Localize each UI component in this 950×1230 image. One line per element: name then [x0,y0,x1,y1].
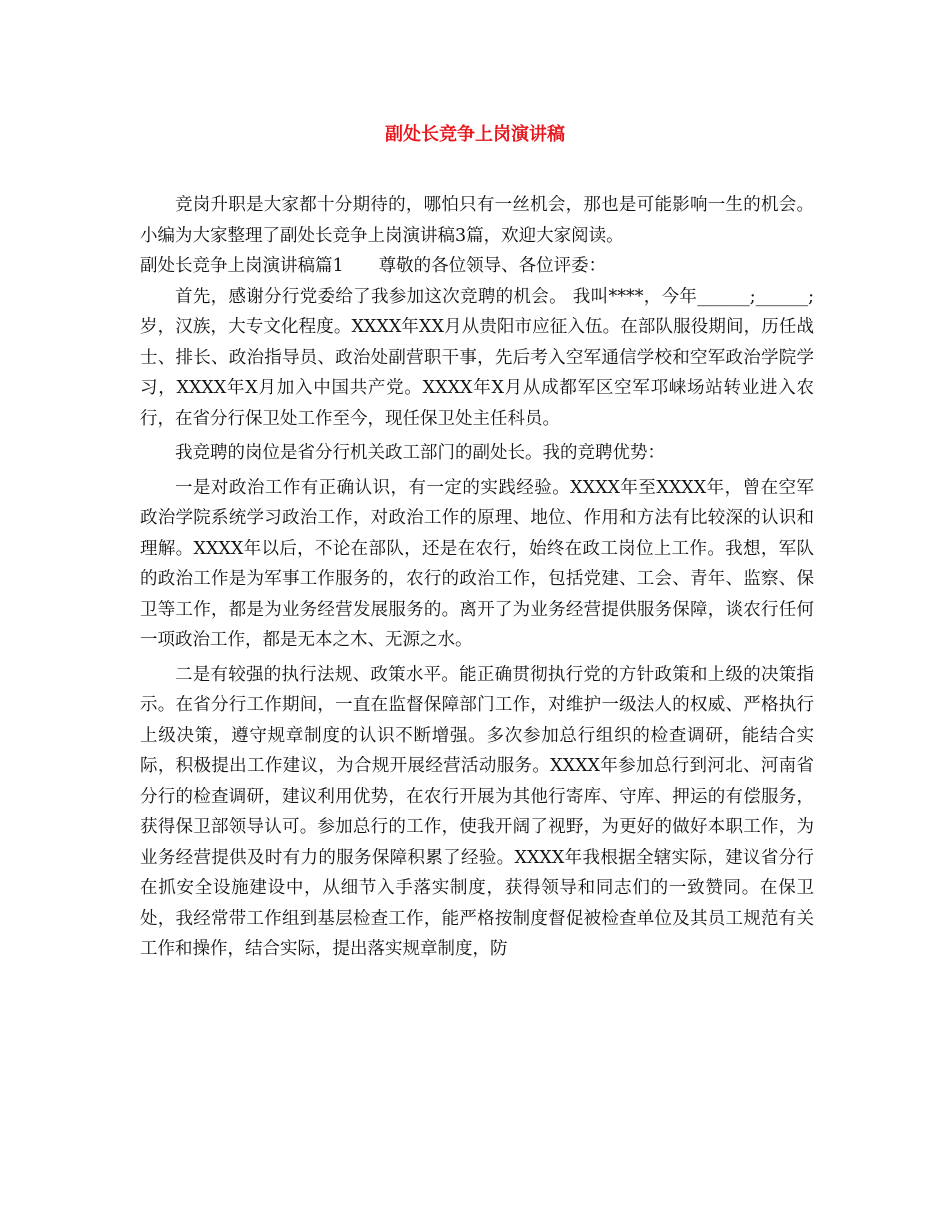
paragraph-advantage-two: 二是有较强的执行法规、政策水平。能正确贯彻执行党的方针政策和上级的决策指示。在省分行工作期间，一直在监督保障部门工作，对维护一级法人的权威、严格执行上级决策，遵守规章制度的认识不断增强。多次参加总行组织的检查调研，能结合实际，积极提出工作建议，为合规开展经营活动服务。XXXX年参加总行到河北、河南省分行的检查调研，建议利用优势，在农行开展为其他行寄库、守库、押运的有偿服务，获得保卫部领导认可。参加总行的工作，使我开阔了视野，为更好的做好本职工作，为业务经营提供及时有力的服务保障积累了经验。XXXX年我根据全辖实际，建议省分行在抓安全设施建设中，从细节入手落实制度，获得领导和同志们的一致赞同。在保卫处，我经常带工作组到基层检查工作，能严格按制度督促被检查单位及其员工规范有关工作和操作，结合实际，提出落实规章制度，防 [140,664,814,959]
paragraph-intro: 竞岗升职是大家都十分期待的，哪怕只有一丝机会，那也是可能影响一生的机会。小编为大家整理了副处长竞争上岗演讲稿3篇，欢迎大家阅读。 [140,195,814,246]
paragraph-section-heading: 副处长竞争上岗演讲稿篇1 尊敬的各位领导、各位评委： [140,256,607,276]
document-title: 副处长竞争上岗演讲稿 [385,124,565,145]
paragraph-self-introduction: 首先，感谢分行党委给了我参加这次竞聘的机会。 我叫****，今年______;______;岁，汉族，大专文化程度。XXXX年XX月从贵阳市应征入伍。在部队服役期间，历任战士、排长、政治指导员、政治处副营职干事，先后考入空军通信学校和空军政治学院学习，XXXX年X月加入中国共产党。XXXX年X月从成都军区空军邛崃场站转业进入农行，在省分行保卫处工作至今，现任保卫处主任科员。 [140,286,814,429]
document-body [140,190,814,965]
paragraph-position: 我竞聘的岗位是省分行机关政工部门的副处长。我的竞聘优势： [175,443,665,463]
paragraph-advantage-one: 一是对政治工作有正确认识，有一定的实践经验。XXXX年至XXXX年，曾在空军政治学院系统学习政治工作，对政治工作的原理、地位、作用和方法有比较深的认识和理解。XXXX年以后，不论在部队，还是在农行，始终在政工岗位上工作。我想，军队的政治工作是为军事工作服务的，农行的政治工作，包括党建、工会、青年、监察、保卫等工作，都是为业务经营发展服务的。离开了为业务经营提供服务保障，谈农行任何一项政治工作，都是无本之木、无源之水。 [140,477,814,650]
